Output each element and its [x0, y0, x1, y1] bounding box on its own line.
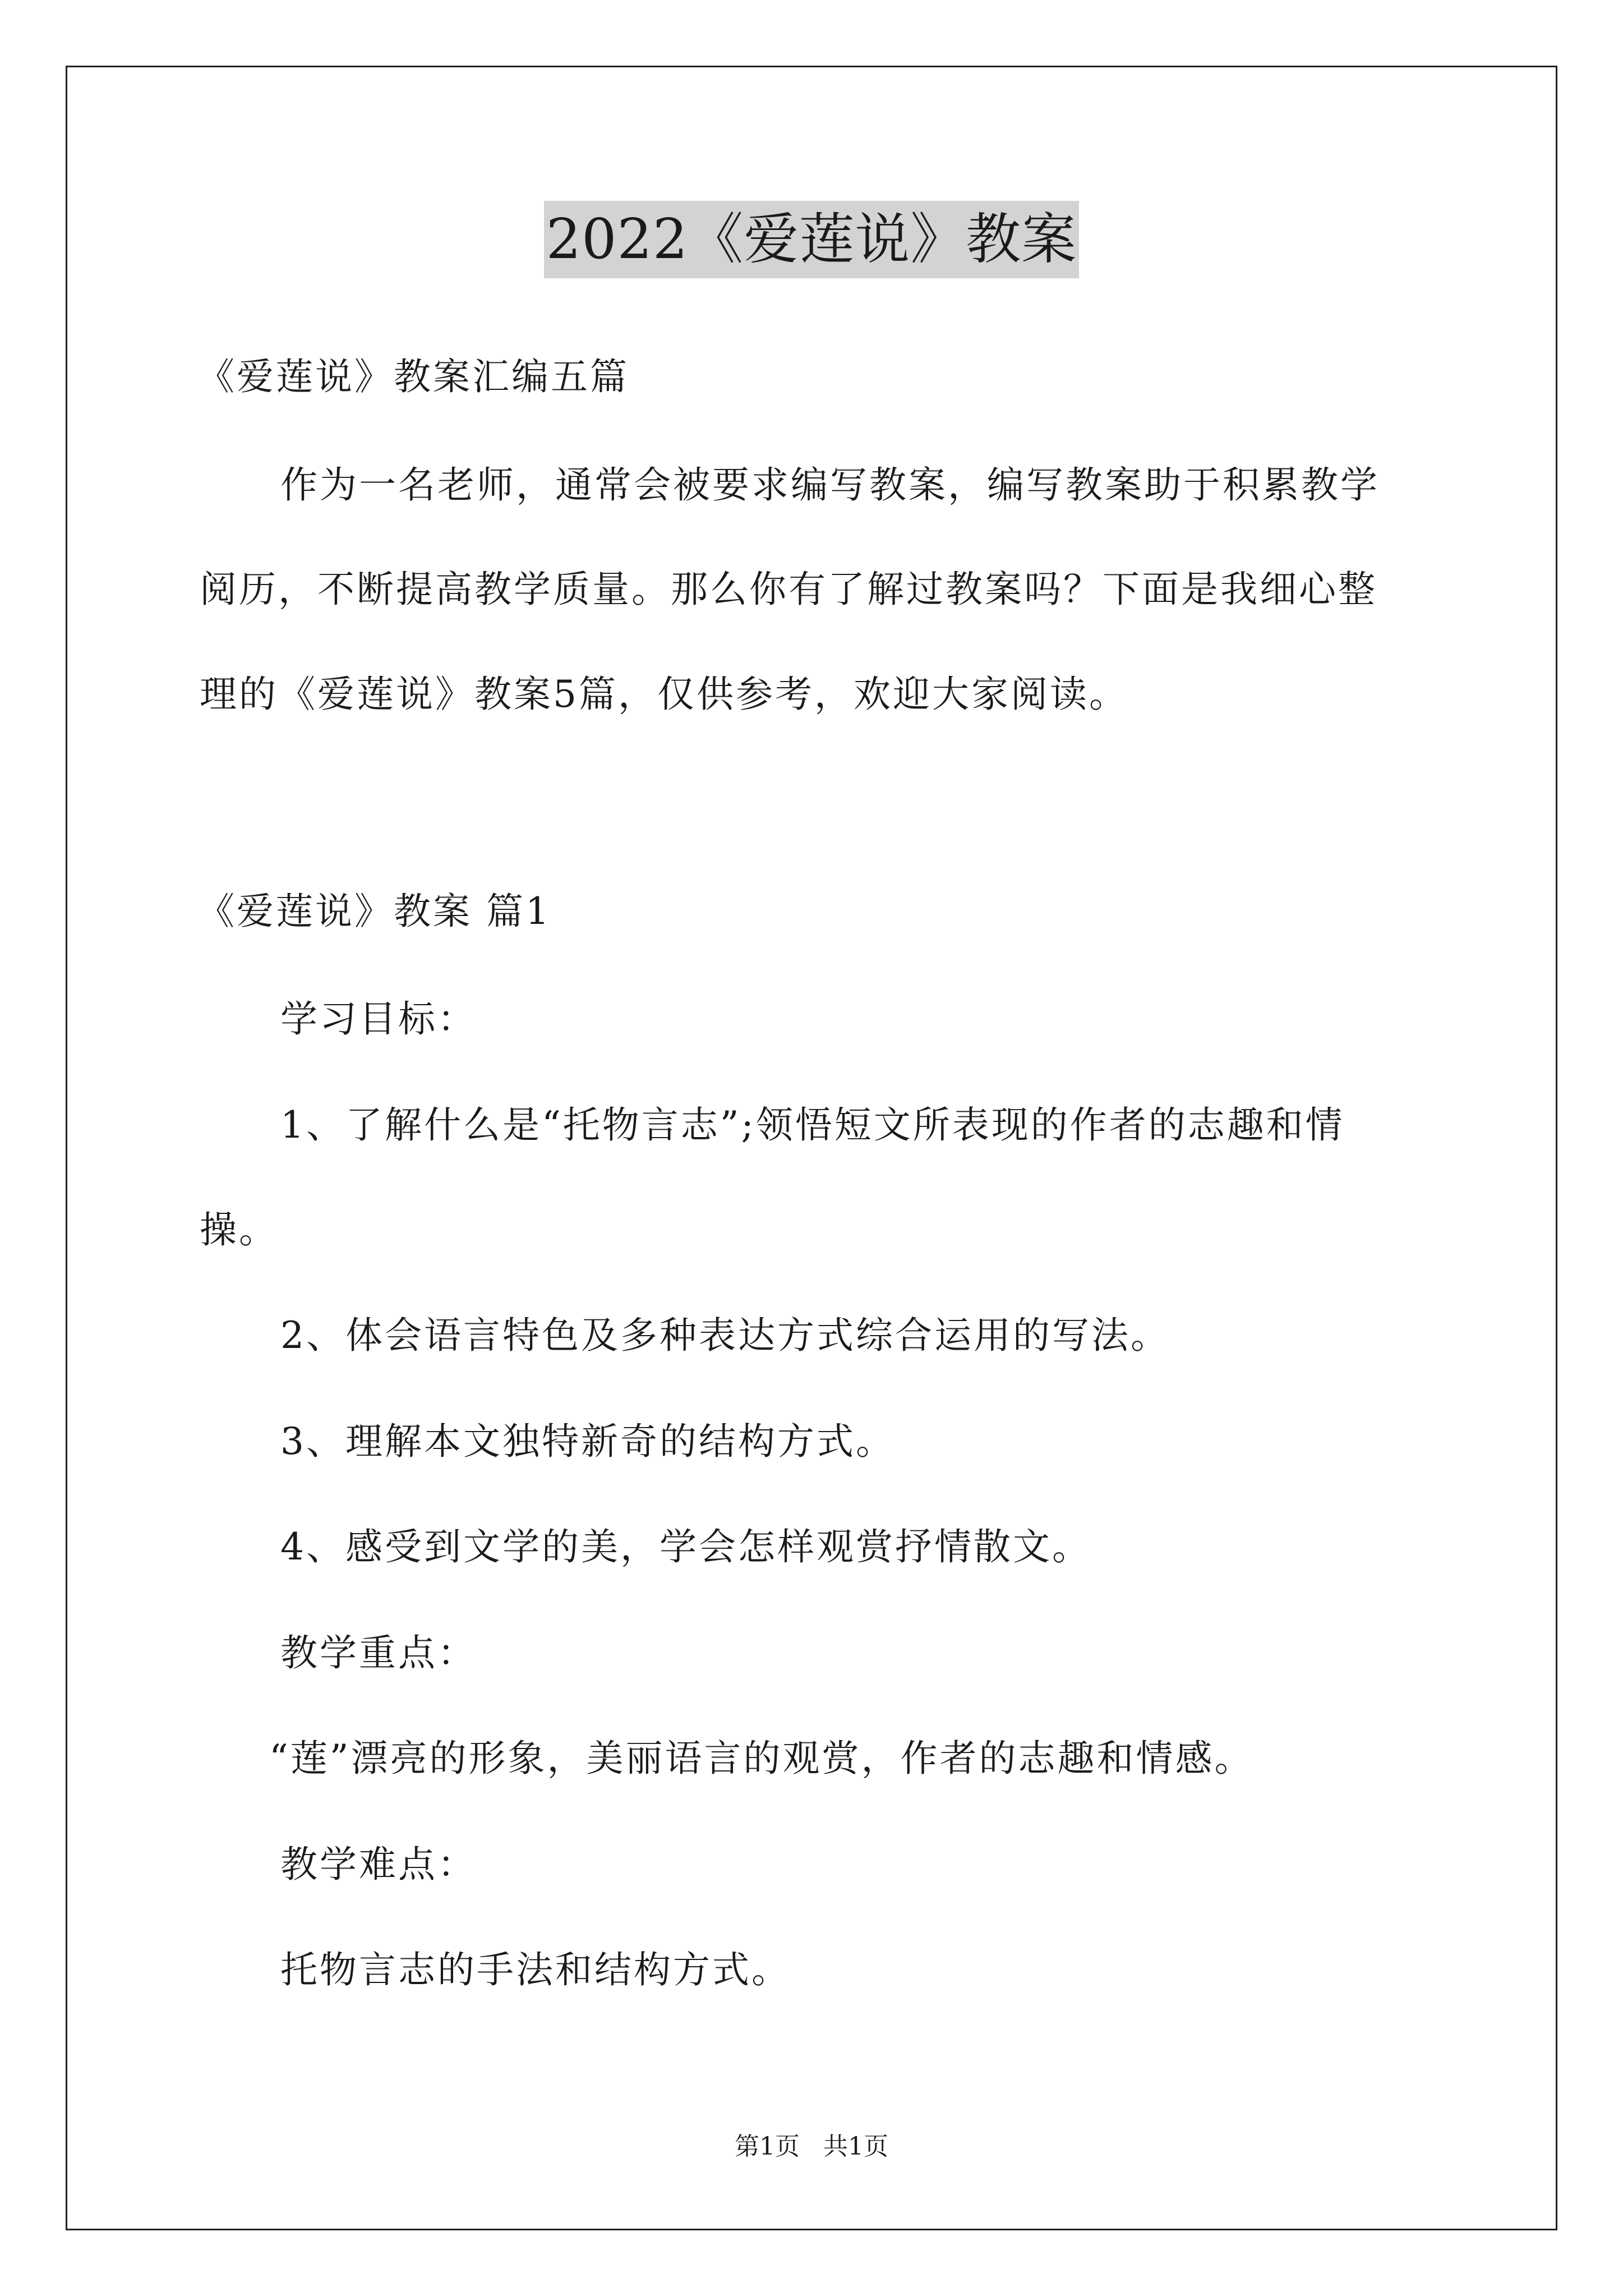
intro-paragraph-line-3: 理的《爱莲说》教案5篇，仅供参考，欢迎大家阅读。	[200, 673, 1128, 716]
objective-1-line-1: 1、了解什么是“托物言志”;领悟短文所表现的作者的志趣和情	[280, 1103, 1345, 1147]
objective-4: 4、感受到文学的美，学会怎样观赏抒情散文。	[280, 1525, 1091, 1568]
difficulties-heading: 教学难点：	[280, 1843, 477, 1886]
intro-paragraph-line-2: 阅历，不断提高教学质量。那么你有了解过教案吗？下面是我细心整	[200, 568, 1377, 611]
difficulties-text: 托物言志的手法和结构方式。	[280, 1948, 791, 1991]
key-points-heading: 教学重点：	[280, 1631, 477, 1674]
objective-3: 3、理解本文独特新奇的结构方式。	[280, 1420, 895, 1463]
subtitle-line: 《爱莲说》教案汇编五篇	[197, 355, 629, 398]
objectives-heading: 学习目标：	[280, 997, 477, 1041]
intro-paragraph-line-1: 作为一名老师，通常会被要求编写教案，编写教案助于积累教学	[280, 463, 1380, 507]
objective-1-line-2: 操。	[200, 1208, 278, 1251]
page-footer: 第1页 共1页	[735, 2132, 888, 2161]
key-points-text: “莲”漂亮的形象，美丽语言的观赏，作者的志趣和情感。	[269, 1737, 1254, 1780]
objective-2: 2、体会语言特色及多种表达方式综合运用的写法。	[280, 1314, 1170, 1357]
title-container	[0, 201, 1623, 278]
section-heading: 《爱莲说》教案 篇1	[197, 890, 551, 933]
page-title: 2022《爱莲说》教案	[544, 201, 1079, 278]
